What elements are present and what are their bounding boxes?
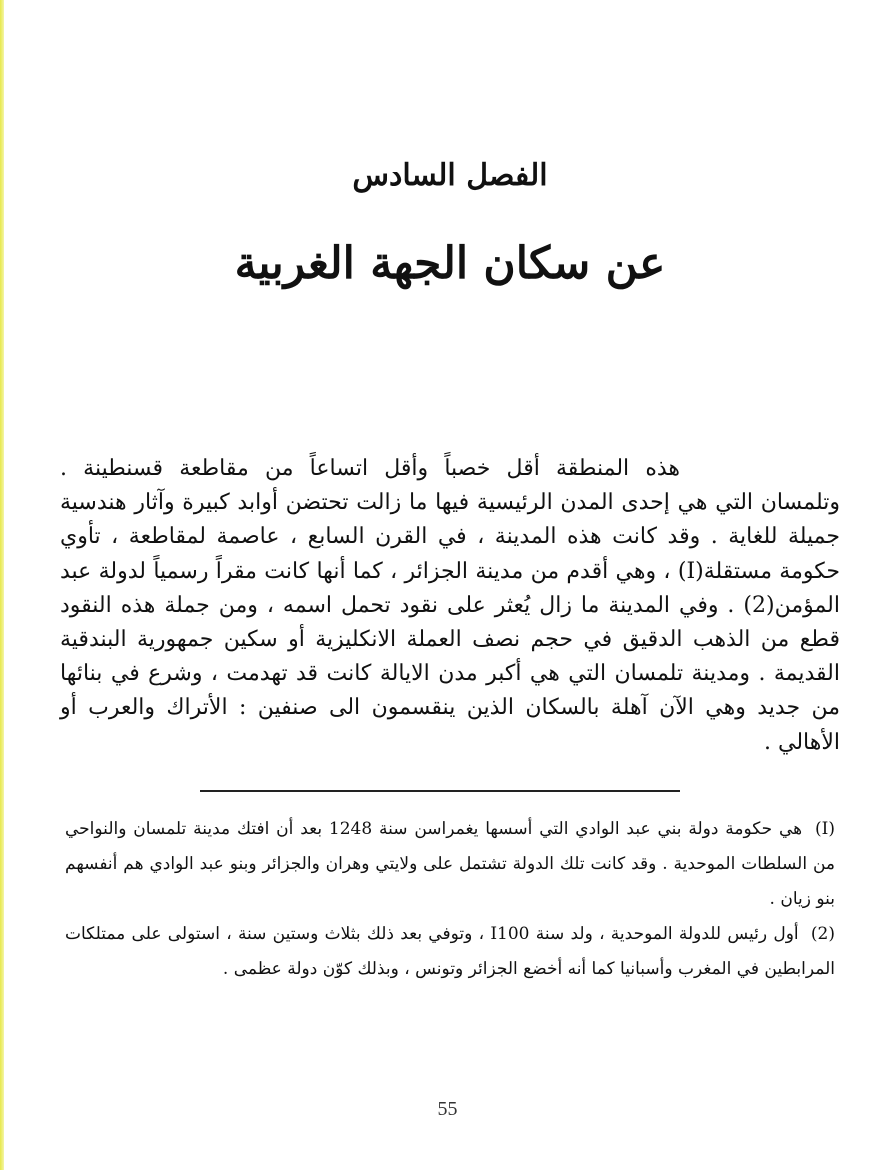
chapter-title: عن سكان الجهة الغربية [234, 238, 666, 289]
chapter-heading: الفصل السادس [352, 158, 548, 193]
footnote-divider [200, 790, 680, 792]
footnote-1 [65, 812, 835, 917]
footnote-text: هي حكومة دولة بني عبد الوادي التي أسسها يغمراسن سنة 1248 بعد أن افتك مدينة تلمسان والنواحي من السلطات الموحدية . وقد كانت تلك الدولة تشتمل على ولايتي وهران والجزائر وبنو عبد الوادي هم أنفسهم بنو زيان . [65, 819, 835, 909]
footnote-text: أول رئيس للدولة الموحدية ، ولد سنة I100 ، وتوفي بعد ذلك بثلاث وستين سنة ، استولى على ممتلكات المرابطين في المغرب وأسبانيا كما أنه أخضع الجزائر وتونس ، وبذلك كوّن دولة عظمى . [65, 924, 835, 979]
footnote-2 [65, 917, 835, 987]
footnotes [65, 812, 835, 987]
page-number: 55 [437, 1098, 458, 1120]
footnote-marker: (2) [810, 924, 836, 944]
footnote-marker: (I) [815, 819, 836, 839]
body-paragraph: هذه المنطقة أقل خصباً وأقل اتساعاً من مقاطعة قسنطينة . وتلمسان التي هي إحدى المدن الرئيسية فيها ما زالت تحتضن أوابد كبيرة وآثار هندسية جميلة للغاية . وقد كانت هذه المدينة ، في القرن السابع ، عاصمة لمقاطعة ، تأوي حكومة مستقلة(I) ، وهي أقدم من مدينة الجزائر ، كما أنها كانت مقراً رسمياً لدولة عبد المؤمن(2) . وفي المدينة ما زال يُعثر على نقود تحمل اسمه ، ومن جملة هذه النقود قطع من الذهب الدقيق في حجم نصف العملة الانكليزية أو سكين جمهورية البندقية القديمة . ومدينة تلمسان التي هي أكبر مدن الايالة كانت قد تهدمت ، وشرع في بنائها من جديد وهي الآن آهلة بالسكان الذين ينقسمون الى صنفين : الأتراك والعرب أو الأهالي . [60, 456, 840, 755]
